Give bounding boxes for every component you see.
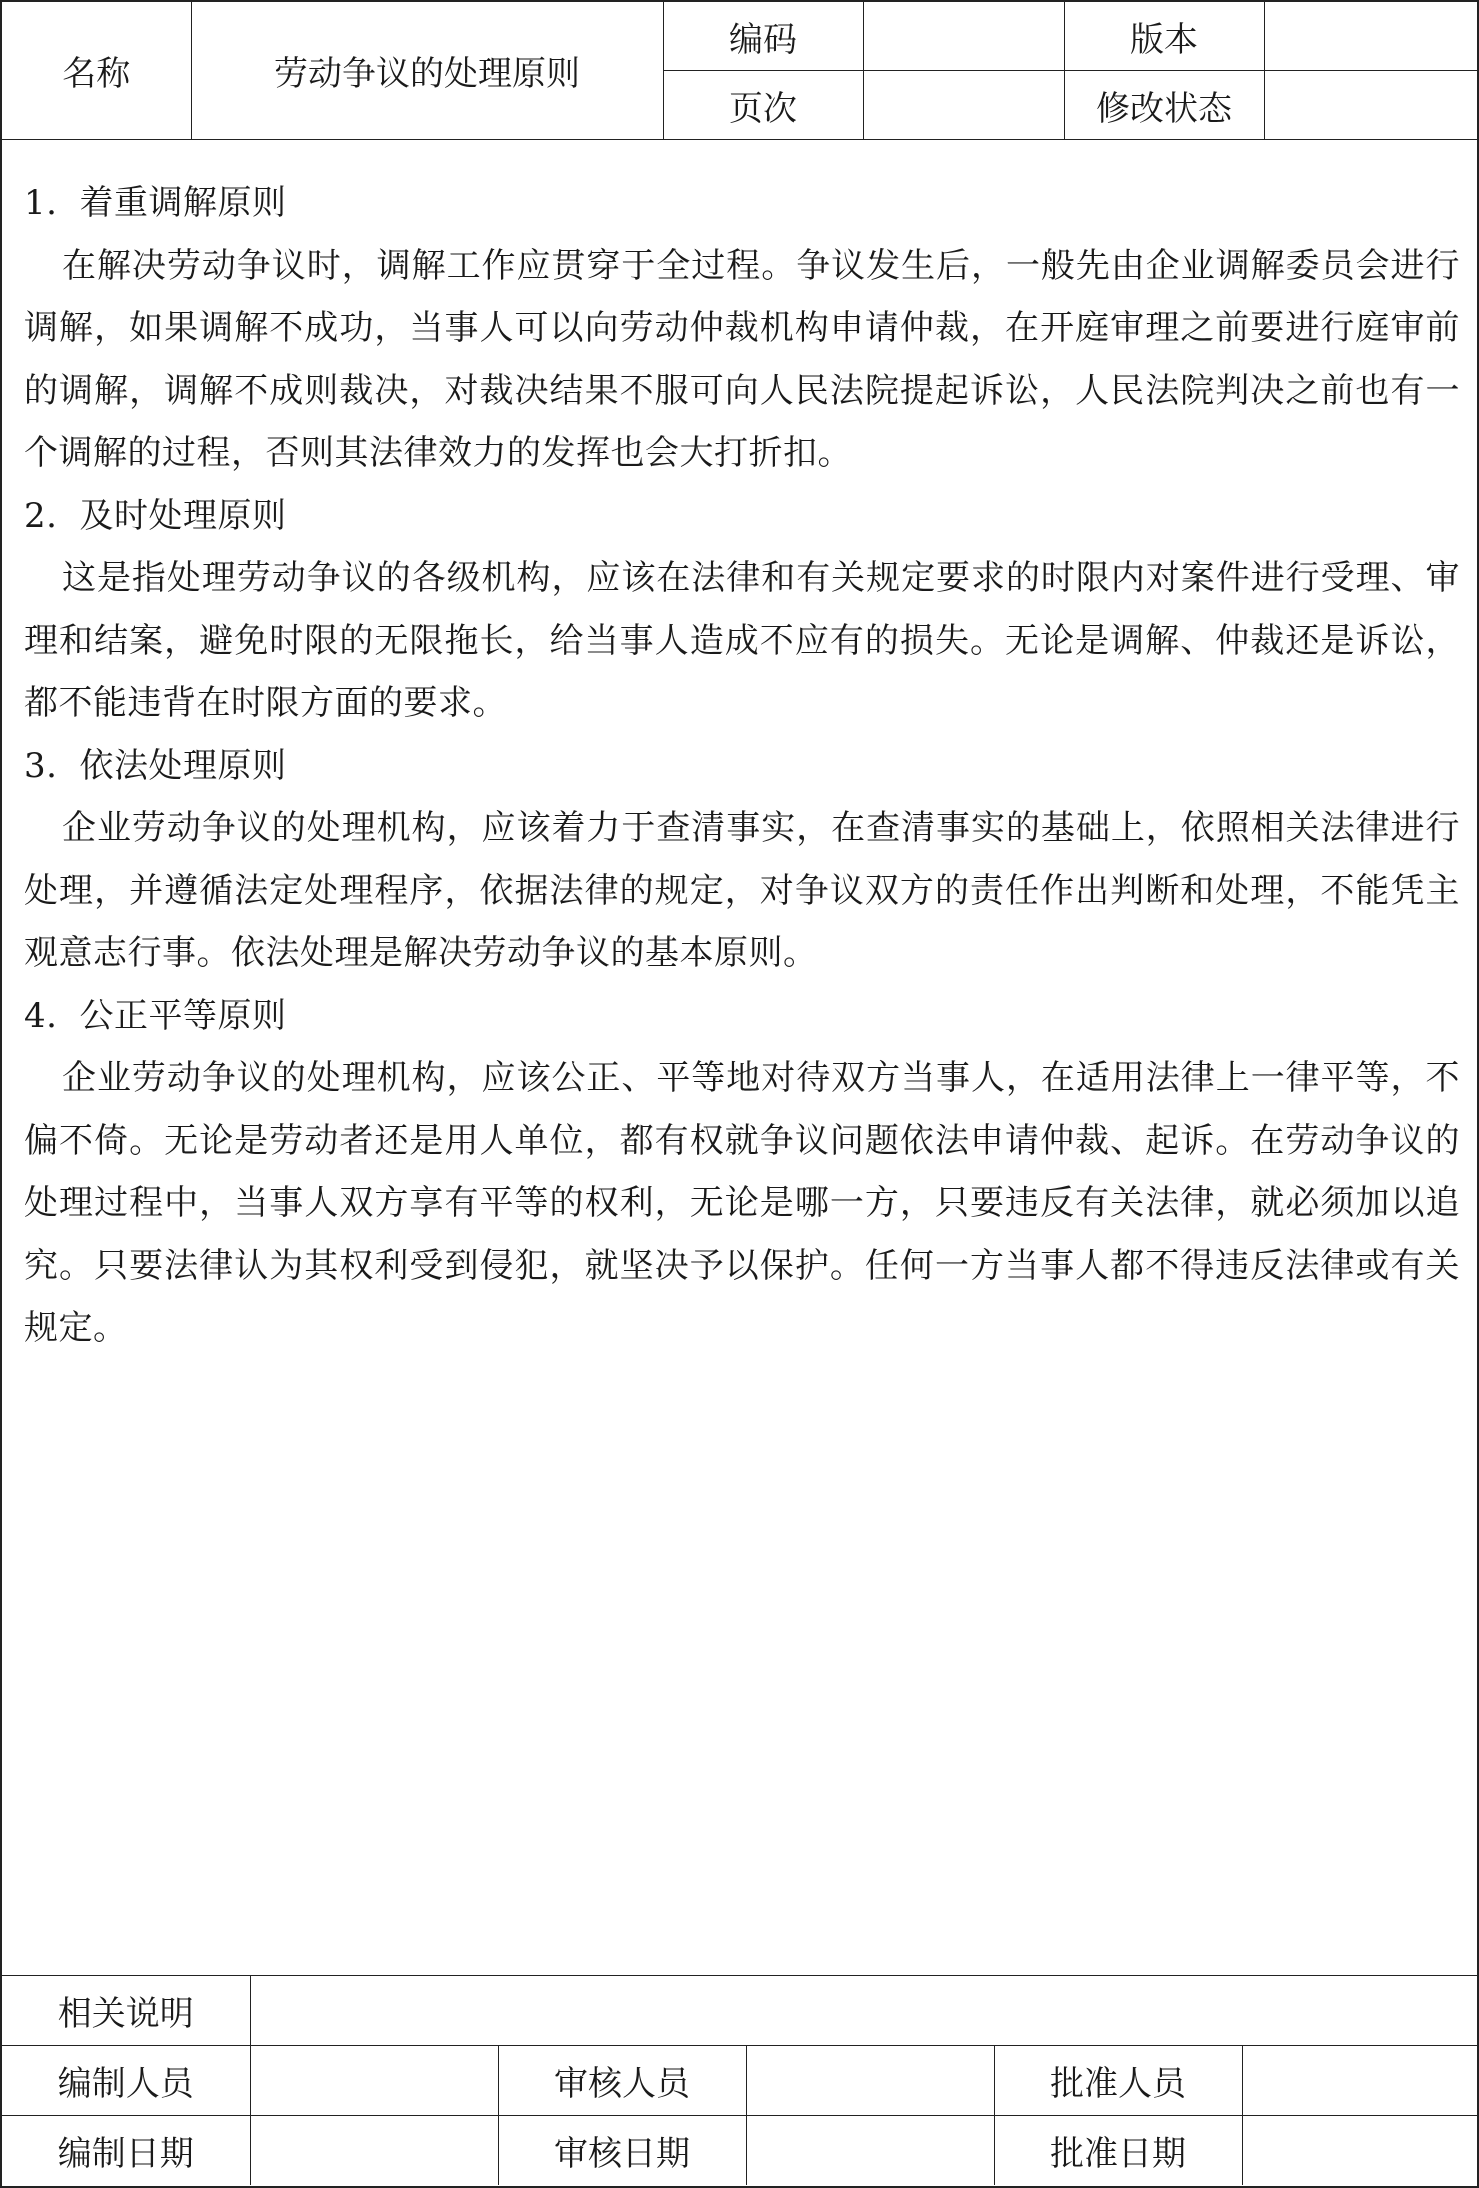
section-title: 公正平等原则: [79, 995, 287, 1036]
notes-value: [250, 1976, 1477, 2046]
section-1: [24, 172, 1460, 485]
section-title: 着重调解原则: [79, 183, 287, 223]
section-paragraph: 企业劳动争议的处理机构，应该公正、平等地对待双方当事人，在适用法律上一律平等，不偏不倚。无论是劳动者还是用人单位，都有权就争议问题依法申请仲裁、起诉。在劳动争议的处理过程中，当事人双方享有平等的权利，无论是哪一方，只要违反有关法律，就必须加以追究。只要法律认为其权利受到侵犯，就坚决予以保护。任何一方当事人都不得违反法律或有关规定。: [24, 1058, 1460, 1348]
page-label: 页次: [663, 71, 863, 140]
reviewed-by-label: 审核人员: [498, 2046, 746, 2116]
section-heading: [24, 985, 1460, 1048]
reviewed-date-label: 审核日期: [498, 2116, 746, 2186]
approved-by-value: [1242, 2046, 1477, 2116]
section-number: 2.: [24, 495, 58, 536]
section-4: [24, 985, 1460, 1360]
prepared-by-value: [250, 2046, 498, 2116]
code-value: [863, 2, 1064, 71]
section-paragraph: 这是指处理劳动争议的各级机构，应该在法律和有关规定要求的时限内对案件进行受理、审理和结案，避免时限的无限拖长，给当事人造成不应有的损失。无论是调解、仲裁还是诉讼，都不能违背在时限方面的要求。: [24, 558, 1460, 723]
approved-date-value: [1242, 2116, 1477, 2186]
approved-date-label: 批准日期: [994, 2116, 1242, 2186]
section-title: 及时处理原则: [79, 495, 287, 536]
section-2: [24, 485, 1460, 735]
version-value: [1264, 2, 1477, 71]
section-number: 4.: [24, 995, 58, 1036]
document-title: 劳动争议的处理原则: [191, 2, 663, 140]
footer-table: [2, 1975, 1477, 2185]
reviewed-by-value: [746, 2046, 994, 2116]
document-body: [24, 172, 1460, 1360]
notes-label: 相关说明: [2, 1976, 250, 2046]
section-3: [24, 735, 1460, 985]
version-label: 版本: [1064, 2, 1264, 71]
revision-label: 修改状态: [1064, 71, 1264, 140]
prepared-by-label: 编制人员: [2, 2046, 250, 2116]
section-number: 1.: [24, 183, 58, 223]
prepared-date-label: 编制日期: [2, 2116, 250, 2186]
name-label: 名称: [2, 2, 191, 140]
section-heading: [24, 485, 1460, 548]
section-title: 依法处理原则: [79, 745, 287, 786]
reviewed-date-value: [746, 2116, 994, 2186]
section-paragraph: 企业劳动争议的处理机构，应该着力于查清事实，在查清事实的基础上，依照相关法律进行处理，并遵循法定处理程序，依据法律的规定，对争议双方的责任作出判断和处理，不能凭主观意志行事。依法处理是解决劳动争议的基本原则。: [24, 808, 1460, 973]
revision-value: [1264, 71, 1477, 140]
code-label: 编码: [663, 2, 863, 71]
approved-by-label: 批准人员: [994, 2046, 1242, 2116]
section-number: 3.: [24, 745, 58, 786]
section-heading: [24, 735, 1460, 798]
prepared-date-value: [250, 2116, 498, 2186]
section-paragraph: 在解决劳动争议时，调解工作应贯穿于全过程。争议发生后，一般先由企业调解委员会进行调解，如果调解不成功，当事人可以向劳动仲裁机构申请仲裁，在开庭审理之前要进行庭审前的调解，调解不成则裁决，对裁决结果不服可向人民法院提起诉讼，人民法院判决之前也有一个调解的过程，否则其法律效力的发挥也会大打折扣。: [24, 245, 1460, 473]
header-table: [2, 2, 1477, 140]
page-value: [863, 71, 1064, 140]
section-heading: [24, 172, 1460, 235]
